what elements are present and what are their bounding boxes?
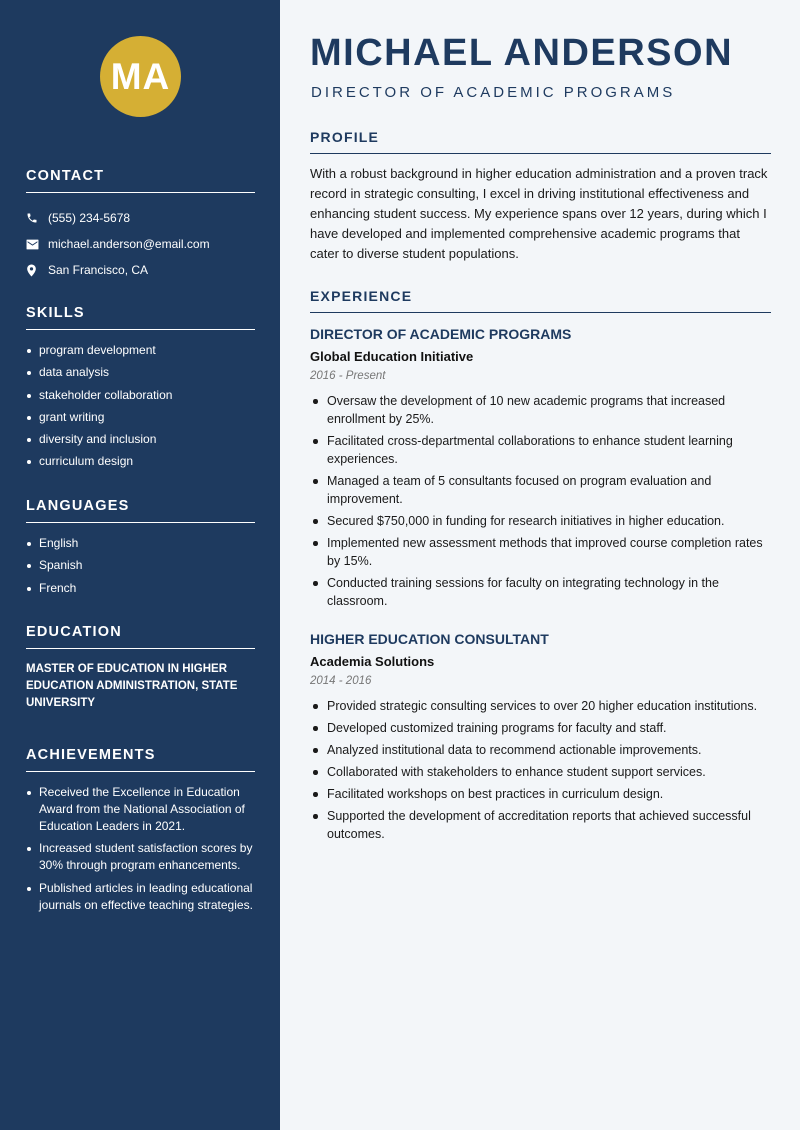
achievements-section <box>26 747 255 919</box>
contact-heading: CONTACT <box>26 168 255 193</box>
mail-icon <box>26 239 48 250</box>
job-dates: 2014 - 2016 <box>310 675 372 687</box>
profile-heading: PROFILE <box>310 129 771 154</box>
achievement-item: Published articles in leading educational journals on effective teaching strategies. <box>26 880 255 914</box>
job-bullet: Managed a team of 5 consultants focused on program evaluation and improvement. <box>310 472 771 508</box>
job-entry <box>310 326 771 614</box>
job-bullet: Facilitated cross-departmental collaborations to enhance student learning experiences. <box>310 432 771 468</box>
skill-item: stakeholder collaboration <box>26 387 255 404</box>
education-section <box>26 624 255 712</box>
job-bullet: Provided strategic consulting services to over 20 higher education institutions. <box>310 697 771 715</box>
job-bullet: Analyzed institutional data to recommend actionable improvements. <box>310 741 771 759</box>
contact-location <box>26 257 255 283</box>
job-dates: 2016 - Present <box>310 370 386 382</box>
job-title: DIRECTOR OF ACADEMIC PROGRAMS <box>310 326 572 342</box>
contact-email <box>26 231 255 257</box>
skill-item: diversity and inclusion <box>26 431 255 448</box>
job-bullet: Facilitated workshops on best practices in curriculum design. <box>310 785 771 803</box>
job-bullet: Implemented new assessment methods that improved course completion rates by 15%. <box>310 534 771 570</box>
skill-item: program development <box>26 342 255 359</box>
skills-heading: SKILLS <box>26 305 255 330</box>
phone-icon <box>26 212 48 224</box>
profile-text: With a robust background in higher education administration and a proven track record in strategic consulting, I excel in driving institutional effectiveness and enhancing student success. My experience spans over 12 years, during which I have developed and implemented comprehensive academic programs that cater to diverse student populations. <box>310 166 768 261</box>
job-entry <box>310 631 771 847</box>
achievements-list <box>26 784 255 914</box>
languages-list <box>26 535 255 597</box>
contact-phone <box>26 205 255 231</box>
candidate-name: MICHAEL ANDERSON <box>310 32 734 74</box>
achievement-item: Received the Excellence in Education Award from the National Association of Education Leaders in 2021. <box>26 784 255 835</box>
contact-email-text[interactable]: michael.anderson@email.com <box>48 237 210 251</box>
achievements-heading: ACHIEVEMENTS <box>26 747 255 772</box>
job-bullet: Supported the development of accreditation reports that achieved successful outcomes. <box>310 807 771 843</box>
job-title: HIGHER EDUCATION CONSULTANT <box>310 631 549 647</box>
language-item: Spanish <box>26 557 255 574</box>
contact-section <box>26 168 255 283</box>
education-degree: MASTER OF EDUCATION IN HIGHER EDUCATION ADMINISTRATION, STATE UNIVERSITY <box>26 663 238 709</box>
avatar-initials: MA <box>100 36 181 117</box>
contact-phone-text[interactable]: (555) 234-5678 <box>48 211 131 225</box>
job-bullet: Secured $750,000 in funding for research initiatives in higher education. <box>310 512 771 530</box>
job-bullets <box>310 392 771 610</box>
skill-item: grant writing <box>26 409 255 426</box>
contact-location-text: San Francisco, CA <box>48 263 149 277</box>
achievement-item: Increased student satisfaction scores by 30% through program enhancements. <box>26 840 255 874</box>
skill-item: curriculum design <box>26 453 255 470</box>
language-item: English <box>26 535 255 552</box>
job-bullet: Conducted training sessions for faculty on integrating technology in the classroom. <box>310 574 771 610</box>
experience-heading: EXPERIENCE <box>310 288 771 313</box>
location-pin-icon <box>26 264 48 277</box>
job-bullet: Collaborated with stakeholders to enhance student support services. <box>310 763 771 781</box>
skills-list <box>26 342 255 470</box>
language-item: French <box>26 580 255 597</box>
job-company: Academia Solutions <box>310 654 435 669</box>
languages-heading: LANGUAGES <box>26 498 255 523</box>
job-bullet: Developed customized training programs for faculty and staff. <box>310 719 771 737</box>
job-bullet: Oversaw the development of 10 new academic programs that increased enrollment by 25%. <box>310 392 771 428</box>
candidate-title: DIRECTOR OF ACADEMIC PROGRAMS <box>311 84 676 101</box>
education-heading: EDUCATION <box>26 624 255 649</box>
sidebar <box>0 0 280 1130</box>
job-company: Global Education Initiative <box>310 349 474 364</box>
job-bullets <box>310 697 771 843</box>
languages-section <box>26 498 255 602</box>
skills-section <box>26 305 255 476</box>
skill-item: data analysis <box>26 364 255 381</box>
